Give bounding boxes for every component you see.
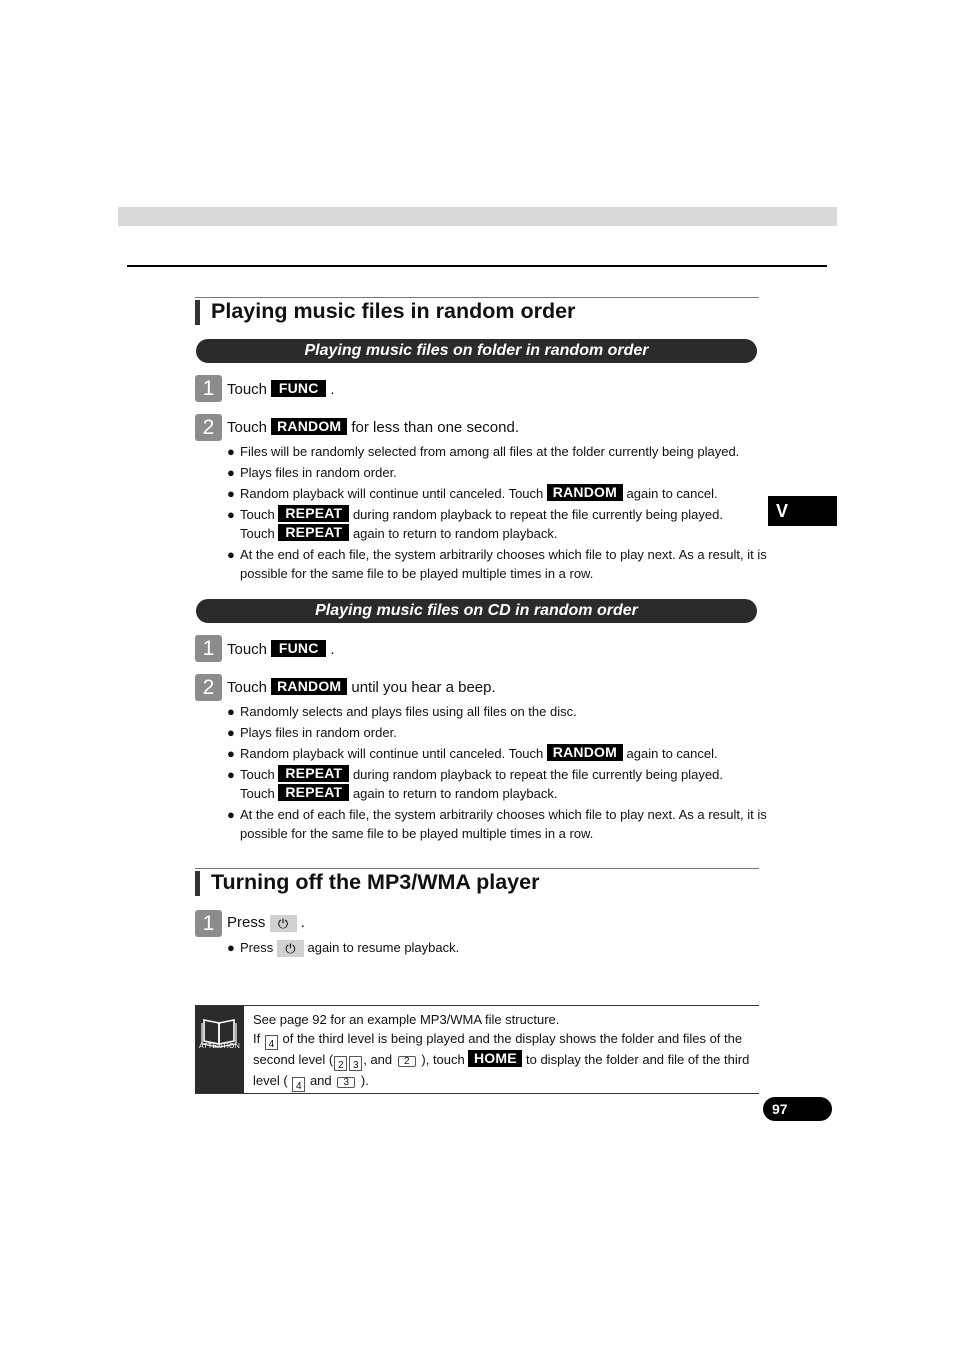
step-number: 1 [195,375,222,402]
repeat-button: REPEAT [278,524,349,541]
heading-bar [195,871,200,896]
subheading-cd-random: Playing music files on CD in random order [196,599,757,623]
step-instruction: Touch RANDOM for less than one second. [227,418,519,436]
power-icon: ⏻ [277,940,304,957]
repeat-button: REPEAT [278,784,349,801]
random-button: RANDOM [547,744,623,761]
attention-note [195,1005,759,1094]
subheading-folder-random: Playing music files on folder in random order [196,339,757,363]
step-instruction: Touch FUNC . [227,640,335,658]
file-2-icon: 2 [398,1056,416,1067]
random-button: RANDOM [547,484,623,501]
attention-text: See page 92 for an example MP3/WMA file structure. If 4 of the third level is being played and the display shows the folder and files of the second level ( 2 3 , and 2 ), touch HOME to display the folder and file of the third level ( 4 and 3 ). [253,1012,750,1092]
repeat-button: REPEAT [278,765,349,782]
func-button: FUNC [271,380,326,397]
folder-3-icon: 3 [349,1056,362,1071]
home-button: HOME [468,1050,522,1067]
chapter-tab: V [768,496,837,526]
attention-icon [195,1006,244,1093]
repeat-button: REPEAT [278,505,349,522]
step-instruction: Press ⏻ . [227,914,305,931]
section-title: Playing music files in random order [211,299,576,323]
folder-4-icon: 4 [265,1035,278,1050]
section-heading-turn-off [195,868,759,899]
func-button: FUNC [271,640,326,657]
section-heading-random [195,297,759,328]
page-number: 97 [763,1097,832,1121]
folder-4-icon: 4 [292,1077,305,1092]
random-button: RANDOM [271,678,347,695]
file-3-icon: 3 [337,1077,355,1088]
step-instruction: Touch RANDOM until you hear a beep. [227,678,496,696]
power-icon: ⏻ [270,915,297,932]
step-number: 2 [195,414,222,441]
step-number: 2 [195,674,222,701]
step-number: 1 [195,910,222,937]
attention-label: ATTENTION [199,1043,240,1050]
heading-bar [195,300,200,325]
step-number: 1 [195,635,222,662]
section-title: Turning off the MP3/WMA player [211,870,540,894]
step-instruction: Touch FUNC . [227,380,335,398]
random-button: RANDOM [271,418,347,435]
header-rule [127,265,827,267]
folder-2-icon: 2 [334,1056,347,1071]
header-band [118,207,837,226]
